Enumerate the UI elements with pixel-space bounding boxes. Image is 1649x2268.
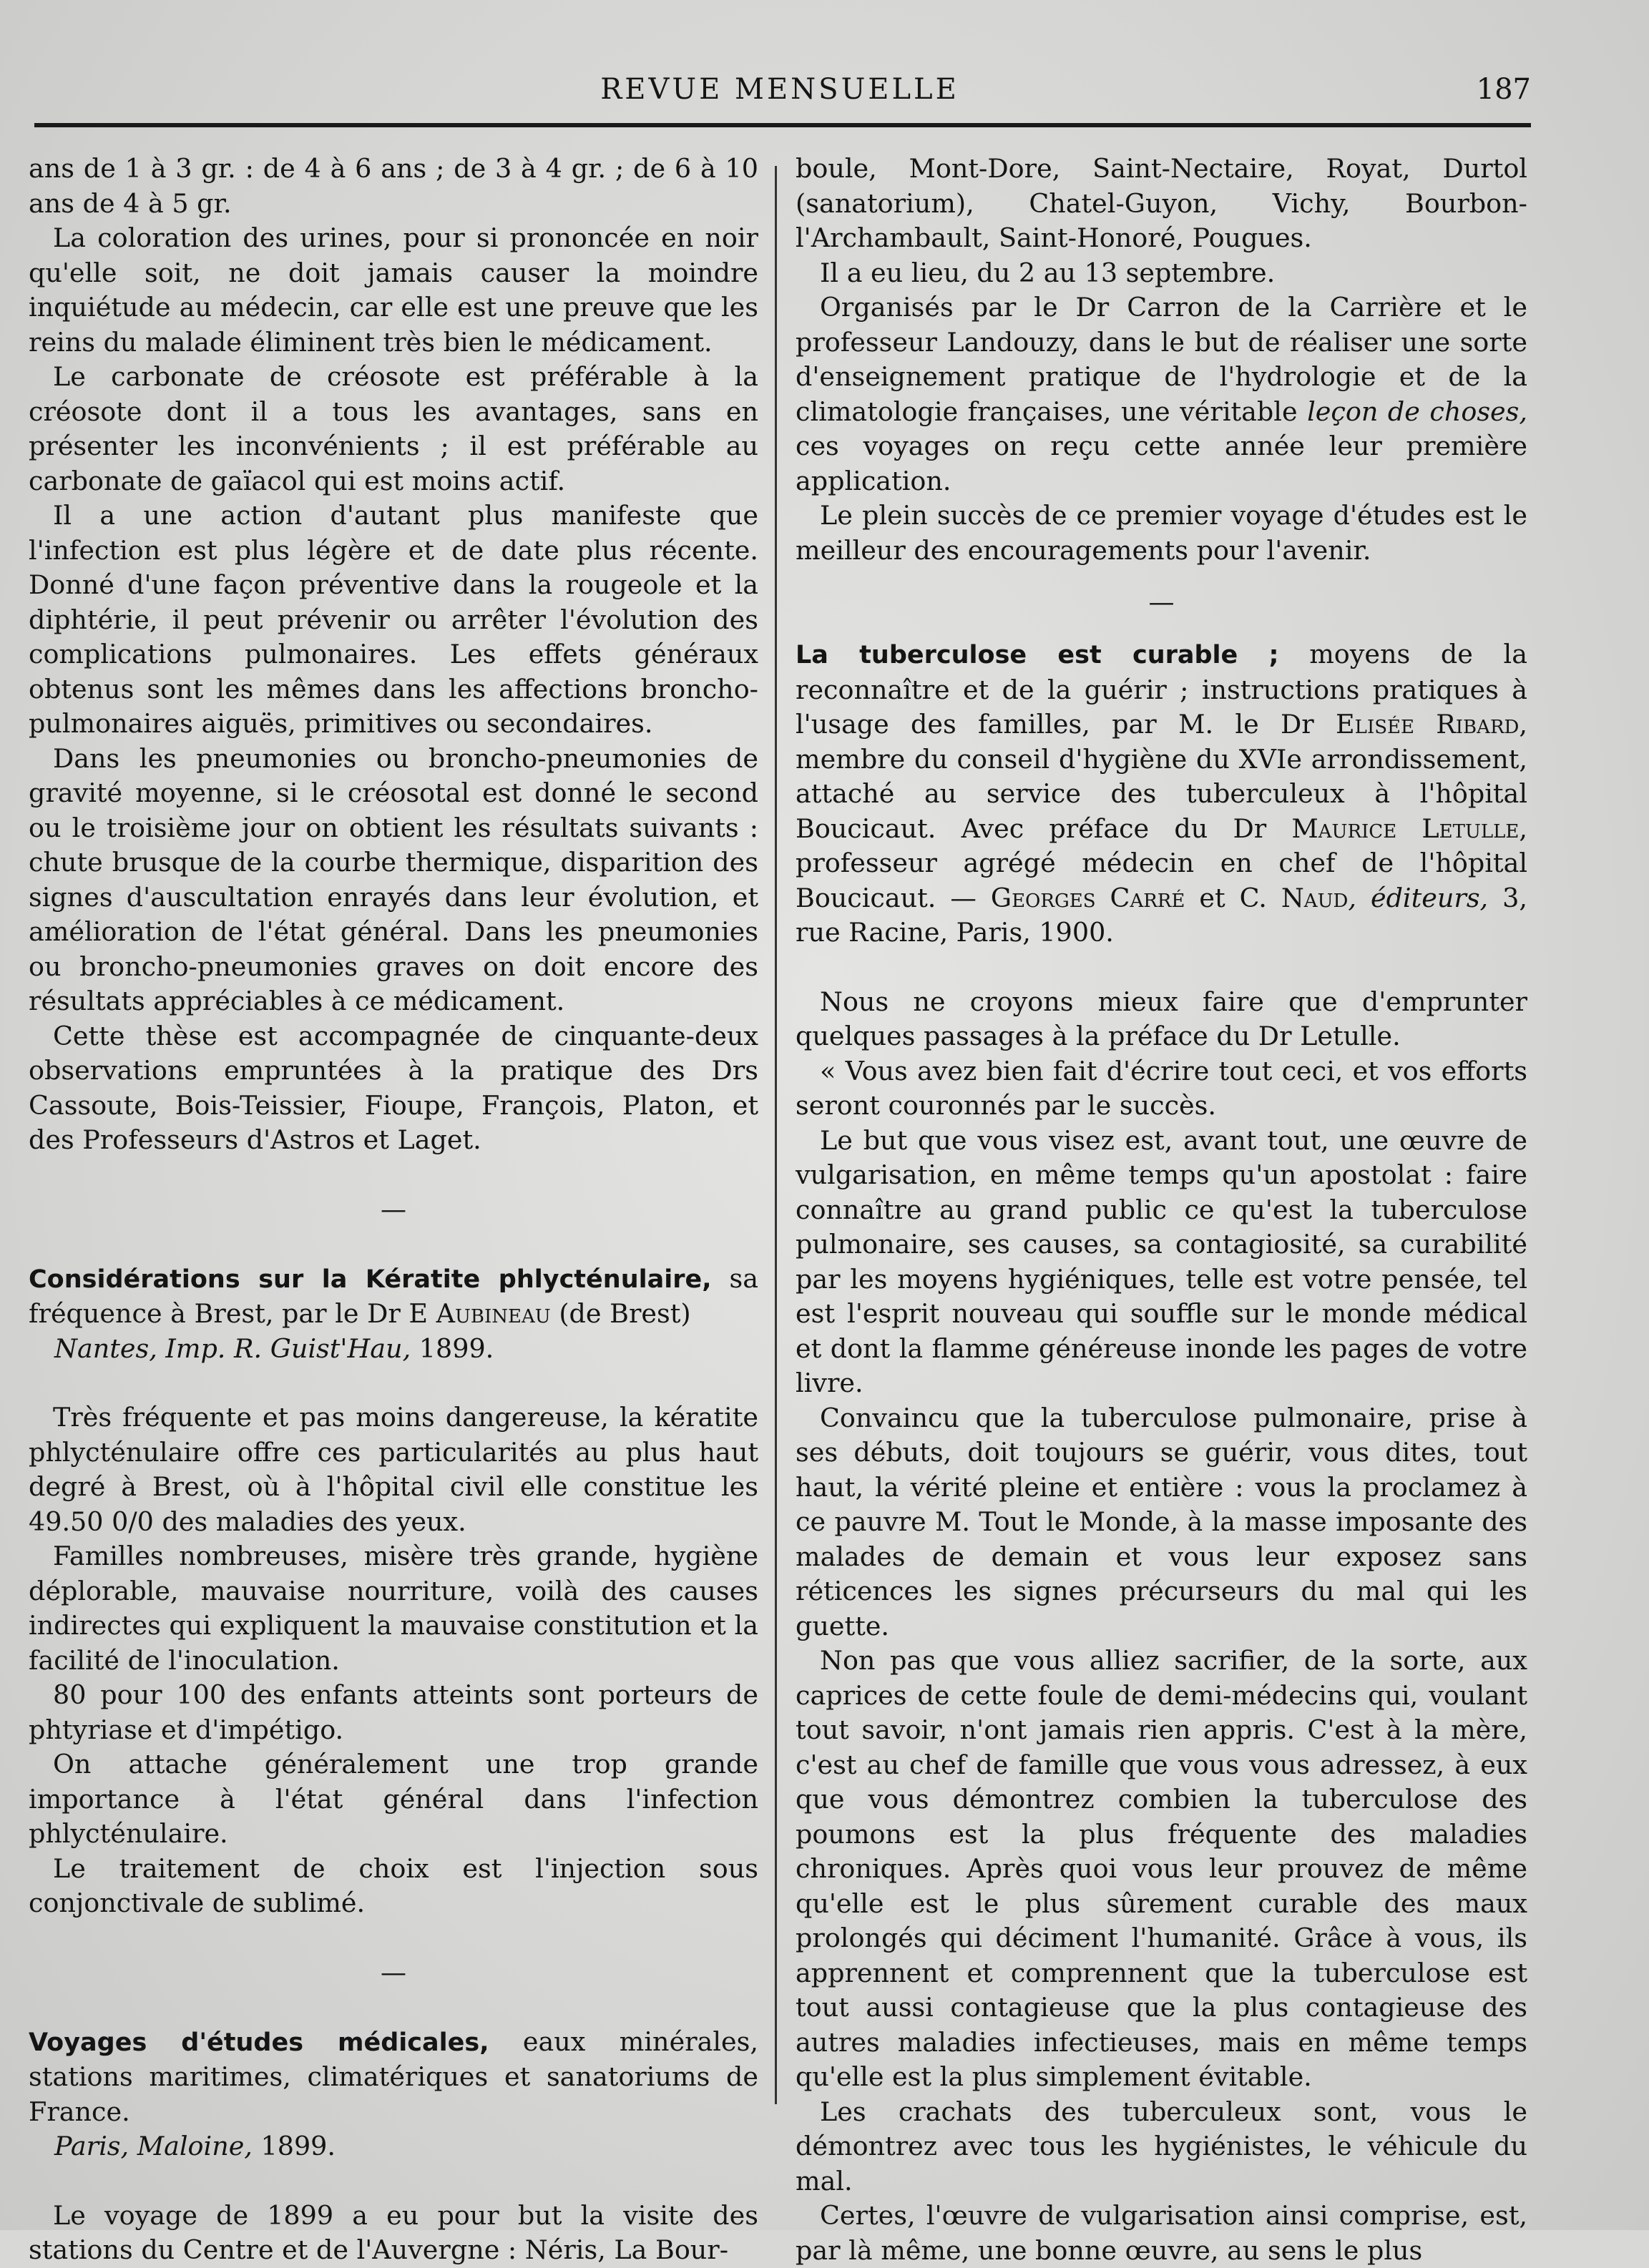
review-author: Aubineau [436, 1298, 551, 1329]
paragraph: Dans les pneumonies ou broncho-pneumonies de gravité moyenne, si le créosotal est donné le second ou le troisième jour on obtient les résultats suivants : chute brusque de la courbe thermique, disparition des signes d'auscultation enrayés dans leur évolution, et amélioration de l'état général. Dans les pneumonies ou broncho-pneumonies graves on doit encore des résultats appréciables à ce médicament. [29, 742, 758, 1016]
left-column [29, 152, 758, 2268]
review-publisher: Paris, Maloine, [54, 2131, 253, 2161]
paragraph: Le voyage de 1899 a eu pour but la visite des stations du Centre et de l'Auvergne : Néris, La Bour- [29, 2199, 758, 2265]
review-year: 1899. [411, 1332, 494, 1364]
paragraph: boule, Mont-Dore, Saint-Nectaire, Royat, Durtol (sanatorium), Chatel-Guyon, Vichy, Bourbon-l'Archambault, Saint-Honoré, Pougues. [796, 153, 1527, 253]
paragraph: Familles nombreuses, misère très grande, hygiène déplorable, mauvaise nourriture, voilà des causes indirectes qui expliquent la mauvaise constitution et la facilité de l'inoculation. [29, 1541, 758, 1676]
paragraph: Il a une action d'autant plus manifeste que l'infection est plus légère et de date plus récente. Donné d'une façon préventive dans la rougeole et la diphtérie, il peut prévenir ou arrêter l'évolution des complications pulmonaires. Les effets généraux obtenus sont les mêmes dans les affections broncho-pulmonaires aiguës, primitives ou secondaires. [29, 500, 758, 739]
paragraph: La coloration des urines, pour si prononcée en noir qu'elle soit, ne doit jamais causer la moindre inquiétude au médecin, car elle est une preuve que les reins du malade éliminent très bien le médicament. [29, 222, 758, 358]
right-column [796, 152, 1527, 2268]
review-title: Considérations sur la Kératite phlycténulaire, [29, 1265, 712, 1294]
paragraph: ans de 1 à 3 gr. : de 4 à 6 ans ; de 3 à 4 gr. ; de 6 à 10 ans de 4 à 5 gr. [29, 153, 758, 219]
paragraph: 80 pour 100 des enfants atteints sont porteurs de phtyriase et d'impétigo. [29, 1679, 758, 1745]
running-head [29, 73, 1531, 113]
review-entry [29, 1262, 758, 1367]
review-description: eaux minérales, stations maritimes, climatériques et sanatoriums de France. [29, 2026, 758, 2127]
paragraph: Non pas que vous alliez sacrifier, de la sorte, aux caprices de cette foule de demi-médecins qui, voulant tout savoir, n'ont jamais rien appris. C'est à la mère, c'est au chef de famille que vous vous adressez, à eux que vous démontrez combien la tuberculose des poumons est la plus fréquente des maladies chroniques. Après quoi vous leur prouvez de même qu'elle est le plus sûrement curable des maux prolongés qui déciment l'humanité. Grâce à vous, ils apprennent et comprennent que la tuberculose est tout aussi contagieuse que la plus contagieuse des autres maladies infectieuses, mais en même temps qu'elle est la plus simplement évitable. [796, 1645, 1527, 2092]
paragraph: Organisés par le Dr Carron de la Carrière et le professeur Landouzy, dans le but de réaliser une sorte d'enseignement pratique de l'hydrologie et de la climatologie françaises, une véritable leçon de choses, ces voyages on reçu cette année leur première application. [796, 292, 1527, 496]
paragraph: Le plein succès de ce premier voyage d'études est le meilleur des encouragements pour l'avenir. [796, 500, 1527, 566]
section-separator: — [1148, 588, 1175, 617]
paragraph: Le but que vous visez est, avant tout, une œuvre de vulgarisation, en même temps qu'un apostolat : faire connaître au grand public ce qu'est la tuberculose pulmonaire, ses causes, sa contagiosité, sa curabilité par les moyens hygiéniques, telle est votre pensée, tel est l'esprit nouveau qui souffle sur le monde médical et dont la flamme généreuse inonde les pages de votre livre. [796, 1124, 1527, 1398]
paragraph: Nous ne croyons mieux faire que d'emprunter quelques passages à la préface du Dr Letulle. [796, 986, 1527, 1051]
paragraph: Cette thèse est accompagnée de cinquante-deux observations empruntées à la pratique des Drs Cassoute, Bois-Teissier, Fioupe, François, Platon, et des Professeurs d'Astros et Laget. [29, 1020, 758, 1155]
emphasis: leçon de choses, [1307, 396, 1527, 427]
page-number: 187 [1476, 73, 1531, 106]
paragraph: Certes, l'œuvre de vulgarisation ainsi comprise, est, par là même, une bonne œuvre, au sens le plus [796, 2200, 1527, 2266]
review-publisher: Nantes, Imp. R. Guist'Hau, [54, 1332, 411, 1364]
section-separator: — [381, 1958, 406, 1988]
paragraph: On attache généralement une trop grande importance à l'état général dans l'infection phlycténulaire. [29, 1749, 758, 1849]
paragraph: Le carbonate de créosote est préférable à la créosote dont il a tous les avantages, sans en présenter les inconvénients ; il est préférable au carbonate de gaïacol qui est moins actif. [29, 361, 758, 496]
review-description: sa fréquence à Brest, par le Dr E [29, 1262, 758, 1329]
column-rule [775, 166, 777, 2104]
review-title: Voyages d'études médicales, [29, 2028, 489, 2057]
review-publisher: Georges Carré [990, 882, 1185, 913]
preface-author: Maurice Letulle [1291, 813, 1520, 844]
review-description-end: (de Brest) [550, 1298, 691, 1329]
review-publisher-2: C. Naud [1239, 882, 1349, 913]
paragraph: Convaincu que la tuberculose pulmonaire, prise à ses débuts, doit toujours se guérir, vous dites, tout haut, la vérité pleine et entière : vous la proclamez à ce pauvre M. Tout le Monde, à la masse imposante des malades de demain et vous leur exposez sans réticences les signes précurseurs du mal qui les guette. [796, 1402, 1527, 1641]
paragraph: Les crachats des tuberculeux sont, vous le démontrez avec tous les hygiénistes, le véhicule du mal. [796, 2096, 1527, 2196]
paragraph: « Vous avez bien fait d'écrire tout ceci, et vos efforts seront couronnés par le succès. [796, 1055, 1527, 1121]
journal-title: REVUE MENSUELLE [600, 73, 959, 106]
review-entry: La tuberculose est curable ; moyens de la reconnaître et de la guérir ; instructions pratiques à l'usage des familles, par M. le Dr Elisée Ribard, membre du conseil d'hygiène du XVIe arrondissement, attaché au service des tuberculeux à l'hôpital Boucicaut. Avec préface du Dr Maurice Letulle, professeur agrégé médecin en chef de l'hôpital Boucicaut. — Georges Carré et C. Naud, éditeurs, 3, rue Racine, Paris, 1900. [796, 639, 1528, 948]
review-entry [29, 2025, 758, 2164]
review-author: Elisée Ribard [1336, 709, 1520, 740]
paragraph: Le traitement de choix est l'injection sous conjonctivale de sublimé. [29, 1852, 758, 1918]
paragraph: Très fréquente et pas moins dangereuse, la kératite phlycténulaire offre ces particularités au plus haut degré à Brest, où à l'hôpital civil elle constitue les 49.50 0/0 des maladies des yeux. [29, 1402, 758, 1537]
paragraph: Il a eu lieu, du 2 au 13 septembre. [820, 257, 1276, 288]
review-title: La tuberculose est curable ; [796, 641, 1279, 669]
header-rule [34, 123, 1531, 127]
section-separator: — [381, 1194, 406, 1224]
review-year: 1899. [252, 2131, 336, 2161]
